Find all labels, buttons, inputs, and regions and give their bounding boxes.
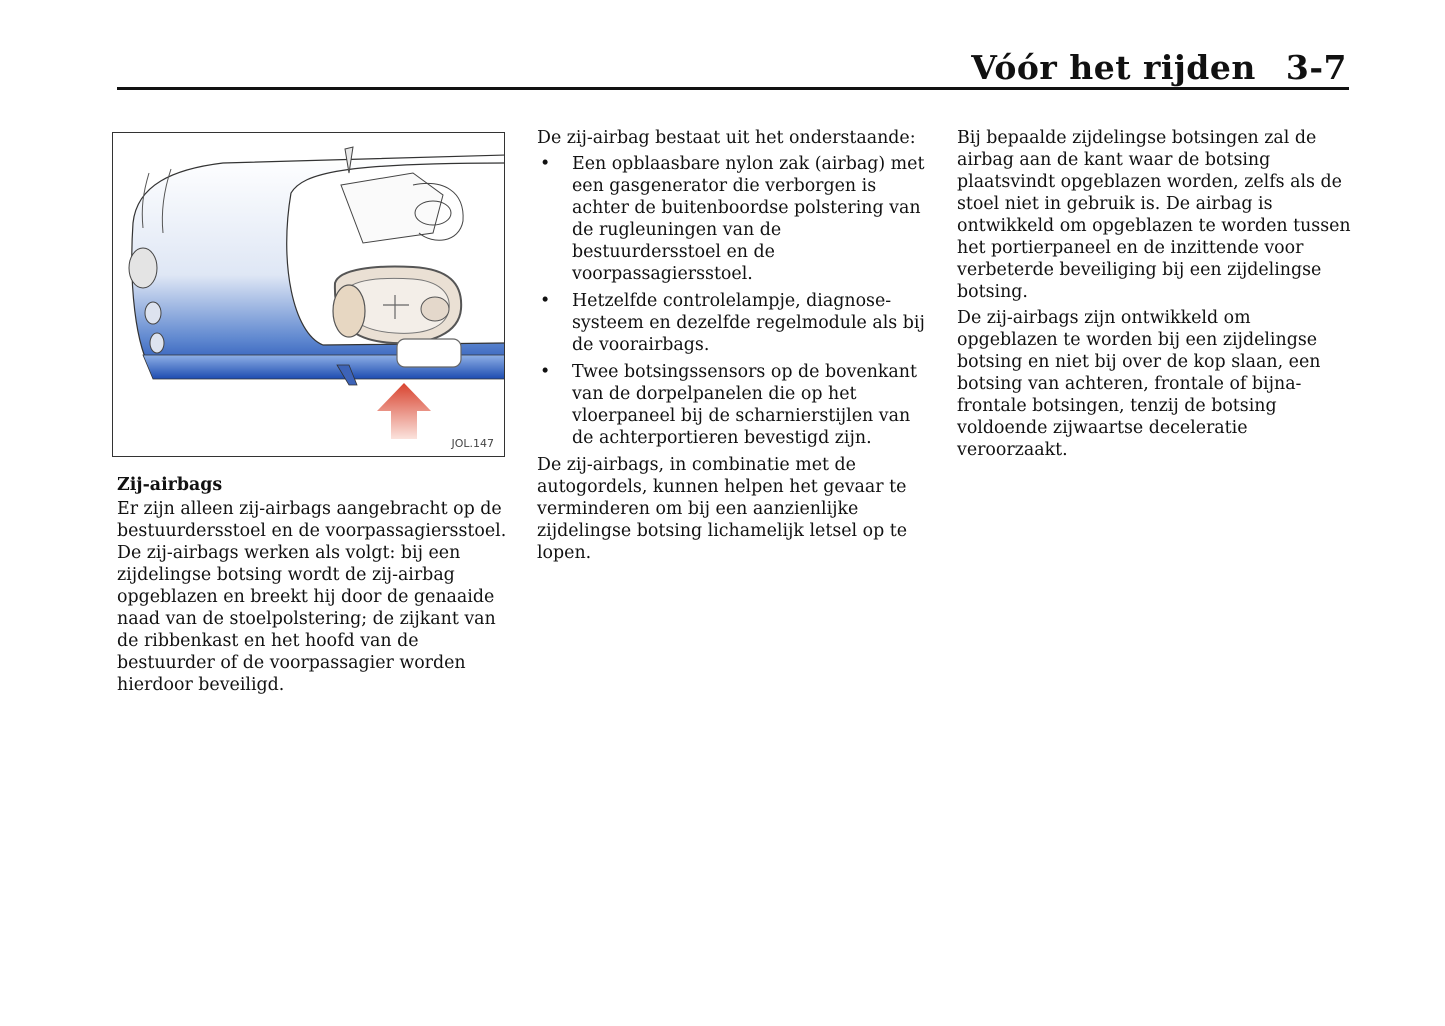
list-item: • Een opblaasbare nylon zak (airbag) met een gasgenerator die verborgen is achter de buitenboordse polstering van de rugleuningen van de bestuurdersstoel en de voorpassagiersstoel. xyxy=(537,153,929,285)
paragraph: De zij-airbags zijn ontwikkeld om opgeblazen te worden bij een zijdelingse botsing en niet bij over de kop slaan, een botsing van achteren, frontale of bijna-frontale botsingen, tenzij de botsing voldoende zijwaartse deceleratie veroorzaakt. xyxy=(957,308,1321,460)
list-item: • Twee botsingssensors op de bovenkant van de dorpelpanelen die op het vloerpaneel bij de scharnierstijlen van de achterportieren bevestigd zijn. xyxy=(537,361,929,449)
paragraph: Bij bepaalde zijdelingse botsingen zal de airbag aan de kant waar de botsing plaatsvindt opgeblazen worden, zelfs als de stoel niet in gebruik is. De airbag is ontwikkeld om opgeblazen te worden tussen het portierpaneel en de inzittende voor verbeterde beveiliging bij een zijdelingse botsing. xyxy=(957,128,1351,302)
column-left xyxy=(117,474,509,700)
side-airbag-illustration xyxy=(112,132,505,457)
paragraph: Er zijn alleen zij-airbags aangebracht op de bestuurdersstoel en de voorpassagiersstoel. De zij-airbags werken als volgt: bij een zijdelingse botsing wordt de zij-airbag opgeblazen en breekt hij door de genaaide naad van de stoelpolstering; de zijkant van de ribbenkast en het hoofd van de bestuurder of de voorpassagier worden hierdoor beveiligd. xyxy=(117,499,507,695)
figure-code: JOL.147 xyxy=(451,437,494,450)
section-heading: Zij-airbags xyxy=(117,475,223,495)
car-cutaway-drawing xyxy=(113,133,505,457)
header-text xyxy=(971,48,1347,87)
column-right xyxy=(957,127,1351,465)
paragraph-intro: De zij-airbag bestaat uit het onderstaande: xyxy=(537,128,916,148)
bullet-list xyxy=(537,153,929,449)
page-header xyxy=(117,46,1349,90)
chapter-title: Vóór het rijden xyxy=(971,48,1256,87)
list-item: • Hetzelfde controlelampje, diagnose-systeem en dezelfde regelmodule als bij de voorairbags. xyxy=(537,290,929,356)
page-number: 3-7 xyxy=(1285,48,1347,87)
column-middle xyxy=(537,127,929,568)
paragraph: De zij-airbags, in combinatie met de autogordels, kunnen helpen het gevaar te verminderen om bij een aanzienlijke zijdelingse botsing lichamelijk letsel op te lopen. xyxy=(537,455,908,563)
